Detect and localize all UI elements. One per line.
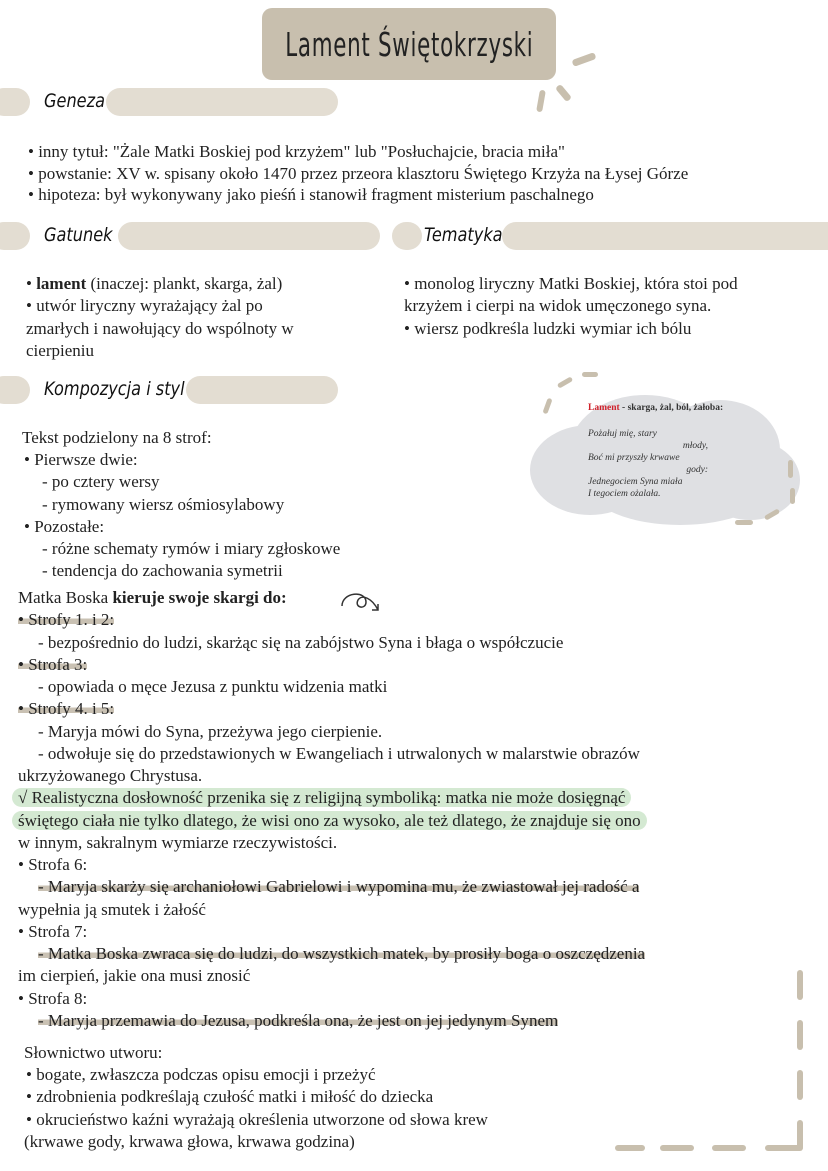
cloud-definition: - skarga, żal, ból, żałoba:: [619, 403, 724, 413]
text-line: - rymowany wiersz ośmiosylabowy: [42, 494, 285, 514]
text-line: • powstanie: XV w. spisany około 1470 przez przeora klasztoru Świętego Krzyża na Łysej Górze: [28, 163, 689, 183]
highlight: • Strofa 3:: [18, 654, 88, 674]
text-line: - odwołuje się do przedstawionych w Ewangeliach i utrwalonych w malarstwie obrazów: [38, 743, 640, 763]
heading-gatunek: Gatunek: [44, 224, 113, 246]
verse-line: Jednegociem Syna miała: [588, 477, 683, 487]
heading-pill: [186, 376, 338, 404]
decor-dash: [797, 970, 803, 1000]
text-line: [18, 587, 287, 609]
text-line: • Pierwsze dwie:: [24, 450, 138, 470]
text-line: • bogate, zwłaszcza podczas opisu emocji i przeżyć: [26, 1065, 376, 1085]
text-line: - tendencja do zachowania symetrii: [42, 561, 283, 581]
verse-line: Boć mi przyszły krwawe: [588, 453, 680, 463]
heading-tematyka: Tematyka: [424, 224, 503, 246]
heading-pill: [0, 88, 30, 116]
text-line: • monolog liryczny Matki Boskiej, która stoi pod: [404, 274, 738, 293]
decor-ray: [555, 84, 572, 102]
decor-dash: [797, 1070, 803, 1100]
text-line: - opowiada o męce Jezusa z punktu widzenia matki: [38, 677, 388, 696]
text-line: [18, 810, 647, 832]
text-line: - po cztery wersy: [42, 472, 160, 492]
decor-dash: [660, 1145, 694, 1151]
heading-pill: [502, 222, 828, 250]
text-line: - różne schematy rymów i miary zgłoskowe: [42, 539, 341, 558]
text-line: krzyżem i cierpi na widok umęczonego syna.: [404, 296, 712, 316]
decor-dash: [712, 1145, 746, 1151]
highlight: • Strofy 4. i 5:: [18, 699, 115, 719]
text-line: [18, 698, 114, 720]
text-line: im cierpień, jakie ona musi znosić: [18, 966, 251, 986]
text-line: [18, 787, 631, 809]
text-line: w innym, sakralnym wymiarze rzeczywistości.: [18, 832, 338, 852]
text-line: cierpieniu: [26, 340, 94, 360]
decor-dash: [615, 1145, 645, 1151]
highlight: - Maryja skarży się archaniołowi Gabrielowi i wypomina mu, że zwiastował jej radość a: [38, 877, 640, 897]
page-title: Lament Świętokrzyski: [284, 24, 534, 64]
text-line: • Strofa 6:: [18, 855, 88, 874]
heading-pill: [106, 88, 338, 116]
heading-pill: [0, 376, 30, 404]
heading-pill: [0, 222, 30, 250]
text-line: [26, 273, 282, 295]
highlight: - Maryja przemawia do Jezusa, podkreśla ona, że jest on jej jedynym Synem: [38, 1010, 559, 1030]
decor-dash: [735, 520, 753, 525]
text-line: ukrzyżowanego Chrystusa.: [18, 766, 203, 785]
text-line: Słownictwo utworu:: [24, 1043, 163, 1062]
verse-line: młody,: [682, 441, 708, 451]
text-line: wypełnia ją smutek i żałość: [18, 899, 206, 919]
decor-dash: [582, 372, 598, 377]
lament-definition-cloud: [530, 390, 805, 525]
highlight: √ Realistyczna dosłowność przenika się z religijną symboliką: matka nie może dosięgnąć: [12, 788, 631, 807]
text-line: [38, 943, 645, 965]
text-line: [18, 609, 114, 631]
text-pre: •: [26, 274, 37, 293]
decor-ray: [536, 90, 546, 113]
highlight: świętego ciała nie tylko dlatego, że wisi ono za wysoko, ale też dlatego, że znajduje się ono: [12, 811, 647, 830]
decor-dash: [557, 376, 573, 388]
decor-dash: [765, 1145, 803, 1151]
heading-geneza: Geneza: [44, 90, 106, 112]
decor-dash: [788, 460, 793, 478]
text-line: [38, 1010, 558, 1032]
heading-kompozycja: Kompozycja i styl: [44, 378, 185, 400]
text-line: - bezpośrednio do ludzi, skarżąc się na zabójstwo Syna i błaga o współczucie: [38, 632, 564, 652]
text-line: • Pozostałe:: [24, 516, 105, 536]
decor-ray: [572, 52, 597, 67]
text-line: • utwór liryczny wyrażający żal po: [26, 296, 263, 316]
cloud-term: Lament: [588, 403, 620, 413]
title-box: [262, 8, 556, 80]
text-line: (krwawe gody, krwawa głowa, krwawa godzina): [24, 1131, 355, 1151]
verse-line: I tegociem ożalała.: [588, 489, 661, 499]
text-line: • hipoteza: był wykonywany jako pieśń i stanowił fragment misterium paschalnego: [28, 185, 594, 205]
verse-line: Pożałuj mię, stary: [588, 429, 657, 439]
text-line: • wiersz podkreśla ludzki wymiar ich bólu: [404, 318, 692, 338]
text-bold: kieruje swoje skargi do:: [112, 588, 287, 607]
text-line: [18, 654, 87, 676]
arrow-doodle-icon: [338, 588, 388, 618]
heading-pill: [392, 222, 422, 250]
text-line: • inny tytuł: "Żale Matki Boskiej pod krzyżem" lub "Posłuchajcie, bracia miła": [28, 142, 565, 161]
text-pre: Matka Boska: [18, 588, 113, 607]
text-line: • Strofa 8:: [18, 988, 88, 1008]
highlight: - Matka Boska zwraca się do ludzi, do wszystkich matek, by prosiły boga o oszczędzenia: [38, 944, 646, 963]
text-line: • okrucieństwo kaźni wyrażają określenia utworzone od słowa krew: [26, 1109, 488, 1129]
text-bold: lament: [36, 274, 87, 293]
text-line: • zdrobnienia podkreślają czułość matki i miłość do dziecka: [26, 1087, 434, 1107]
text-post: (inaczej: plankt, skarga, żal): [86, 274, 283, 293]
highlight: • Strofy 1. i 2:: [18, 610, 115, 630]
heading-pill: [118, 222, 380, 250]
verse-line: gody:: [686, 465, 708, 475]
decor-dash: [790, 488, 795, 504]
decor-dash: [797, 1020, 803, 1050]
text-line: Tekst podzielony na 8 strof:: [22, 428, 212, 447]
text-line: • Strofa 7:: [18, 921, 88, 941]
text-line: zmarłych i nawołujący do wspólnoty w: [26, 318, 294, 338]
text-line: - Maryja mówi do Syna, przeżywa jego cierpienie.: [38, 721, 383, 741]
text-line: [38, 876, 639, 898]
